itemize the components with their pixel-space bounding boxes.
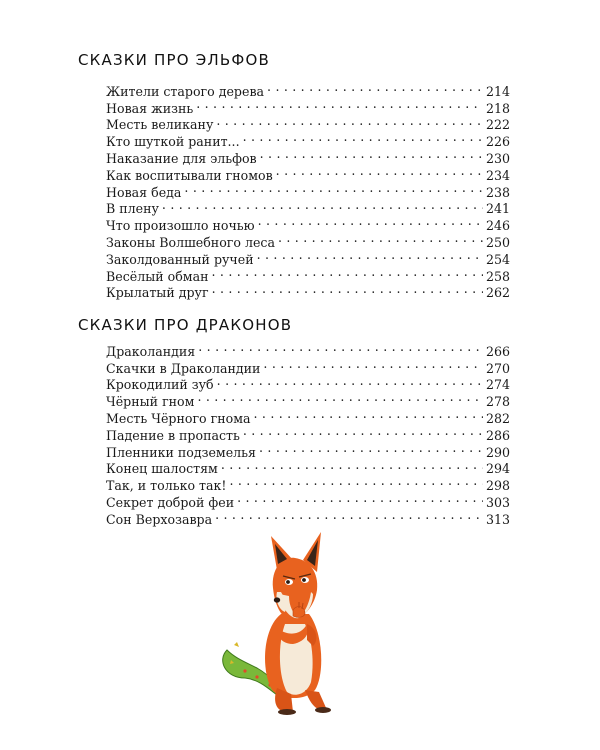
toc-leader-dots	[276, 163, 483, 180]
toc-entry-title: Крокодилий зуб	[106, 377, 214, 393]
toc-leader-dots	[278, 230, 483, 247]
toc-entry-title: Месть великану	[106, 117, 214, 133]
toc-leader-dots	[215, 507, 483, 524]
toc-leader-dots	[229, 473, 483, 490]
toc-entry-page-number: 270	[485, 360, 510, 376]
toc-list-elves	[106, 79, 510, 301]
toc-leader-dots	[196, 96, 483, 113]
toc-entry-page-number: 303	[485, 494, 510, 510]
toc-leader-dots	[260, 146, 483, 163]
toc-leader-dots	[197, 389, 483, 406]
toc-entry-title: Конец шалостям	[106, 461, 218, 477]
toc-leader-dots	[198, 339, 483, 356]
toc-entry-page-number: 294	[485, 461, 510, 477]
toc-entry-title: Кто шуткой ранит...	[106, 134, 240, 150]
toc-entry-title: Законы Волшебного леса	[106, 234, 275, 250]
toc-leader-dots	[216, 113, 483, 130]
toc-entry-page-number: 274	[485, 377, 510, 393]
toc-entry-page-number: 254	[485, 251, 510, 267]
toc-entry-title: Падение в пропасть	[106, 427, 240, 443]
toc-leader-dots	[217, 373, 483, 390]
toc-leader-dots	[254, 406, 483, 423]
toc-entry-title: Наказание для эльфов	[106, 150, 257, 166]
toc-entry-title: Скачки в Драколандии	[106, 360, 261, 376]
section-title-elves: СКАЗКИ ПРО ЭЛЬФОВ	[78, 51, 270, 69]
toc-entry-page-number: 262	[485, 285, 510, 301]
toc-list-dragons	[106, 339, 510, 527]
toc-leader-dots	[237, 490, 483, 507]
toc-leader-dots	[162, 197, 483, 214]
toc-entry-title: Секрет доброй феи	[106, 494, 235, 510]
toc-leader-dots	[263, 356, 483, 373]
toc-entry-page-number: 238	[485, 184, 510, 200]
toc-entry-title: Чёрный гном	[106, 394, 195, 410]
toc-entry-title: Пленники подземелья	[106, 444, 256, 460]
toc-entry-page-number: 234	[485, 167, 510, 183]
toc-entry-page-number: 250	[485, 234, 510, 250]
toc-leader-dots	[267, 79, 483, 96]
toc-leader-dots	[258, 213, 483, 230]
toc-entry-page-number: 266	[485, 343, 510, 359]
toc-entry-title: Сон Верхозавра	[106, 511, 213, 527]
toc-entry-page-number: 241	[485, 201, 510, 217]
toc-leader-dots	[243, 423, 483, 440]
toc-entry-page-number: 258	[485, 268, 510, 284]
toc-leader-dots	[257, 247, 483, 264]
toc-entry-page-number: 222	[485, 117, 510, 133]
toc-entry-page-number: 246	[485, 218, 510, 234]
toc-entry-page-number: 282	[485, 410, 510, 426]
toc-entry-page-number: 286	[485, 427, 510, 443]
toc-leader-dots	[221, 457, 483, 474]
toc-entry-page-number: 214	[485, 83, 510, 99]
section-title-dragons: СКАЗКИ ПРО ДРАКОНОВ	[78, 316, 293, 334]
toc-leader-dots	[212, 281, 483, 298]
toc-entry-title: Месть Чёрного гнома	[106, 410, 251, 426]
toc-entry-title: Крылатый друг	[106, 285, 209, 301]
toc-leader-dots	[212, 264, 483, 281]
toc-entry-page-number: 298	[485, 478, 510, 494]
toc-entry-title: Жители старого дерева	[106, 83, 265, 99]
toc-leader-dots	[259, 440, 483, 457]
toc-entry-title: В плену	[106, 201, 159, 217]
toc-entry-title: Весёлый обман	[106, 268, 209, 284]
toc-entry-page-number: 313	[485, 511, 510, 527]
toc-entry-page-number: 230	[485, 150, 510, 166]
toc-entry-title: Так, и только так!	[106, 478, 227, 494]
toc-entry-title: Новая жизнь	[106, 100, 194, 116]
toc-entry-title: Что произошло ночью	[106, 218, 255, 234]
toc-entry	[106, 79, 510, 99]
toc-entry-page-number: 278	[485, 394, 510, 410]
toc-entry	[106, 339, 510, 359]
toc-entry-page-number: 226	[485, 134, 510, 150]
toc-entry	[106, 197, 510, 217]
toc-entry-page-number: 290	[485, 444, 510, 460]
fox-illustration-icon	[215, 528, 365, 718]
toc-entry-title: Новая беда	[106, 184, 182, 200]
toc-entry-title: Как воспитывали гномов	[106, 167, 273, 183]
toc-entry-page-number: 218	[485, 100, 510, 116]
toc-leader-dots	[243, 129, 483, 146]
toc-entry-title: Драколандия	[106, 343, 196, 359]
toc-entry	[106, 213, 510, 234]
toc-entry-title: Заколдованный ручей	[106, 251, 254, 267]
toc-leader-dots	[184, 180, 483, 197]
